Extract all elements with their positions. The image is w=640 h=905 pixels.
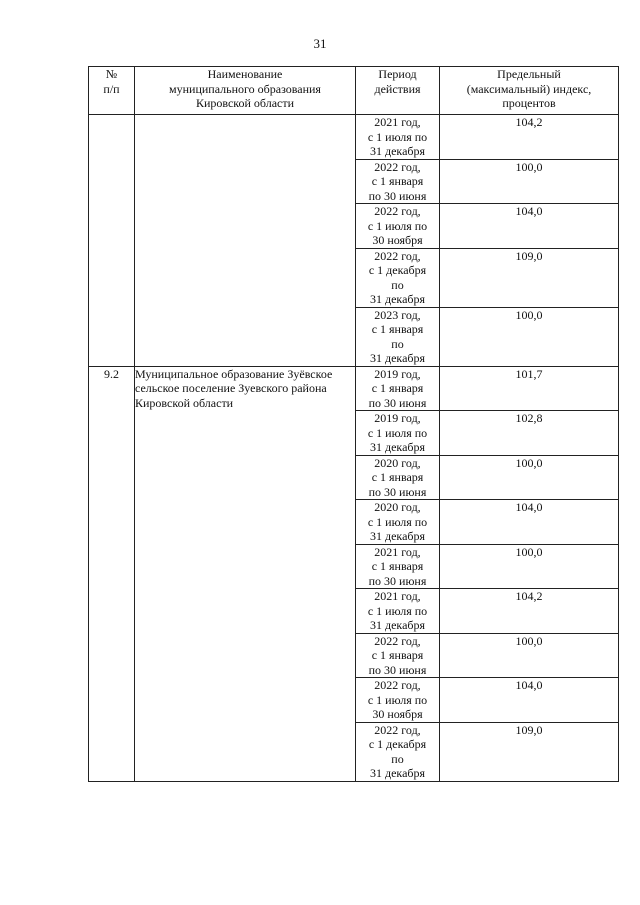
period-cell xyxy=(356,248,440,307)
period-line: 31 декабря xyxy=(369,618,426,632)
period-line: с 1 декабря xyxy=(368,263,427,277)
index-value-cell xyxy=(440,115,619,160)
page-number: 31 xyxy=(313,36,327,51)
period-line: 2022 год, xyxy=(374,633,421,648)
period-line: по xyxy=(391,751,404,766)
period-line: с 1 января xyxy=(371,322,424,336)
period-cell xyxy=(356,307,440,366)
period-line: с 1 июля по xyxy=(367,514,428,529)
header-municipality-line: Кировской области xyxy=(195,96,295,110)
index-value-cell xyxy=(440,204,619,249)
index-value-cell xyxy=(440,544,619,589)
period-cell xyxy=(356,366,440,411)
period-line: 31 декабря xyxy=(369,292,426,306)
period-line: по 30 июня xyxy=(368,188,427,203)
period-cell xyxy=(356,411,440,456)
table-body xyxy=(89,115,619,782)
period-line: 2020 год, xyxy=(374,455,421,470)
period-line: по 30 июня xyxy=(368,484,427,499)
header-index-line: (максимальный) индекс, xyxy=(466,81,592,96)
period-cell xyxy=(356,678,440,723)
period-line: 2019 год, xyxy=(374,411,421,425)
period-line: 31 декабря xyxy=(369,766,426,780)
period-line: 30 ноября xyxy=(372,707,423,721)
index-value: 102,8 xyxy=(515,411,543,425)
period-cell xyxy=(356,633,440,678)
municipality-name-cell xyxy=(135,115,356,367)
period-cell xyxy=(356,722,440,781)
period-line: 31 декабря xyxy=(369,440,426,454)
period-line: 2022 год, xyxy=(374,204,421,218)
header-index-line: процентов xyxy=(502,96,556,110)
index-value-cell xyxy=(440,159,619,204)
index-value-cell xyxy=(440,248,619,307)
index-value: 104,0 xyxy=(515,678,543,692)
index-value-cell xyxy=(440,455,619,500)
period-line: по 30 июня xyxy=(368,662,427,677)
period-line: с 1 июля по xyxy=(367,218,428,233)
table-row xyxy=(89,115,619,160)
period-line: 2019 год, xyxy=(374,366,421,381)
period-line: с 1 декабря xyxy=(368,737,427,751)
index-value: 104,0 xyxy=(515,500,543,514)
period-line: с 1 января xyxy=(371,174,424,188)
header-number xyxy=(89,67,135,115)
period-cell xyxy=(356,500,440,545)
period-cell xyxy=(356,455,440,500)
period-line: по xyxy=(391,277,404,292)
index-value: 100,0 xyxy=(515,159,543,174)
index-value-cell xyxy=(440,678,619,723)
period-line: 2021 год, xyxy=(374,589,421,603)
period-line: по 30 июня xyxy=(368,395,427,410)
period-line: с 1 января xyxy=(371,381,424,395)
header-period-line: действия xyxy=(374,81,421,96)
period-line: 31 декабря xyxy=(369,144,426,158)
index-value-cell xyxy=(440,411,619,456)
period-line: по xyxy=(391,336,404,351)
index-value-cell xyxy=(440,366,619,411)
period-line: с 1 июля по xyxy=(367,129,428,144)
index-value: 100,0 xyxy=(515,544,543,559)
period-line: с 1 января xyxy=(371,559,424,573)
period-line: с 1 июля по xyxy=(367,425,428,440)
period-line: по 30 июня xyxy=(368,573,427,588)
index-value-cell xyxy=(440,722,619,781)
row-number-cell: 9.2 xyxy=(89,366,135,781)
period-cell xyxy=(356,115,440,160)
period-line: 31 декабря xyxy=(369,351,426,365)
period-line: 2022 год, xyxy=(374,159,421,174)
index-value-cell xyxy=(440,589,619,634)
index-value: 104,2 xyxy=(515,115,543,129)
header-municipality-line: Наименование xyxy=(207,67,283,81)
period-cell xyxy=(356,589,440,634)
period-line: 30 ноября xyxy=(372,233,423,247)
period-line: 31 декабря xyxy=(369,529,426,543)
index-value: 100,0 xyxy=(515,307,543,322)
header-number-line: п/п xyxy=(103,81,120,96)
period-line: 2020 год, xyxy=(374,500,421,514)
period-line: 2021 год, xyxy=(374,544,421,559)
period-line: 2022 год, xyxy=(374,678,421,692)
header-municipality xyxy=(135,67,356,115)
header-period-line: Период xyxy=(378,67,417,81)
header-municipality-line: муниципального образования xyxy=(169,81,321,96)
period-line: 2022 год, xyxy=(374,248,421,263)
index-value: 109,0 xyxy=(515,248,543,263)
period-line: с 1 января xyxy=(371,648,424,662)
period-line: с 1 июля по xyxy=(367,692,428,707)
period-line: с 1 июля по xyxy=(367,603,428,618)
index-value: 104,0 xyxy=(515,204,543,218)
header-row xyxy=(89,67,619,115)
row-number-cell xyxy=(89,115,135,367)
table-row xyxy=(89,366,619,411)
header-index xyxy=(440,67,619,115)
period-cell xyxy=(356,544,440,589)
header-period xyxy=(356,67,440,115)
index-value-cell xyxy=(440,500,619,545)
period-line: 2023 год, xyxy=(374,307,421,322)
period-line: с 1 января xyxy=(371,470,424,484)
tariff-index-table xyxy=(88,66,619,782)
period-cell xyxy=(356,204,440,249)
index-value: 104,2 xyxy=(515,589,543,603)
period-line: 2022 год, xyxy=(374,722,421,737)
municipality-name-cell: Муниципальное образование Зуёвское сельское поселение Зуевского района Кировской области xyxy=(135,366,356,781)
table-header xyxy=(89,67,619,115)
header-number-line: № xyxy=(105,67,118,81)
index-value: 101,7 xyxy=(515,366,543,381)
index-value-cell xyxy=(440,633,619,678)
index-value: 100,0 xyxy=(515,455,543,470)
period-cell xyxy=(356,159,440,204)
header-index-line: Предельный xyxy=(497,67,561,81)
period-line: 2021 год, xyxy=(374,115,421,129)
index-value: 100,0 xyxy=(515,633,543,648)
index-value-cell xyxy=(440,307,619,366)
index-value: 109,0 xyxy=(515,722,543,737)
